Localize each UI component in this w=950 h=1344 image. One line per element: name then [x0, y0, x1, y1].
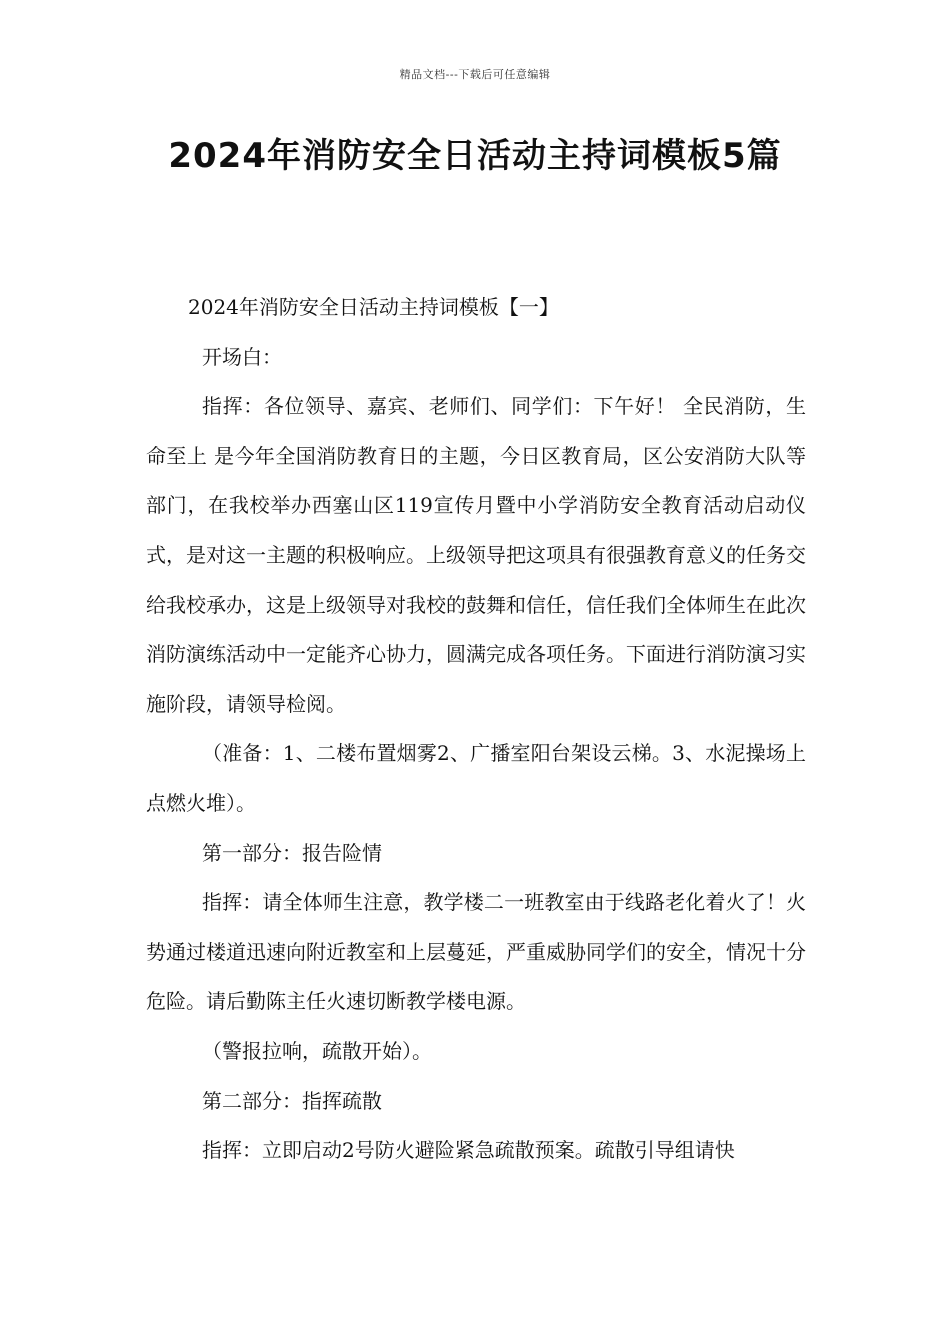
paragraph: 指挥：各位领导、嘉宾、老师们、同学们：下午好！ 全民消防，生命至上 是今年全国消防教育日的主题，今日区教育局，区公安消防大队等部门，在我校举办西塞山区119宣传月暨中小学消防安全教育活动启动仪式，是对这一主题的积极响应。上级领导把这项具有很强教育意义的任务交给我校承办，这是上级领导对我校的鼓舞和信任，信任我们全体师生在此次消防演练活动中一定能齐心协力，圆满完成各项任务。下面进行消防演习实施阶段，请领导检阅。 [146, 394, 806, 716]
paragraph: 第二部分：指挥疏散 [202, 1088, 382, 1113]
page-header: 精品文档---下载后可任意编辑 [399, 68, 551, 81]
paragraph: 指挥：请全体师生注意，教学楼二一班教室由于线路老化着火了！火势通过楼道迅速向附近教室和上层蔓延，严重威胁同学们的安全，情况十分危险。请后勤陈主任火速切断教学楼电源。 [146, 890, 806, 1014]
paragraph: 第一部分：报告险情 [202, 840, 382, 865]
paragraph: （准备：1、二楼布置烟雾2、广播室阳台架设云梯。3、水泥操场上点燃火堆）。 [146, 741, 806, 815]
document-title: 2024年消防安全日活动主持词模板5篇 [168, 136, 782, 176]
paragraph: 指挥：立即启动2号防火避险紧急疏散预案。疏散引导组请快 [202, 1138, 735, 1163]
section-heading: 2024年消防安全日活动主持词模板【一】 [188, 295, 559, 319]
paragraph: （警报拉响，疏散开始）。 [202, 1038, 432, 1063]
paragraph: 开场白： [202, 344, 282, 369]
document-body [146, 283, 806, 1176]
